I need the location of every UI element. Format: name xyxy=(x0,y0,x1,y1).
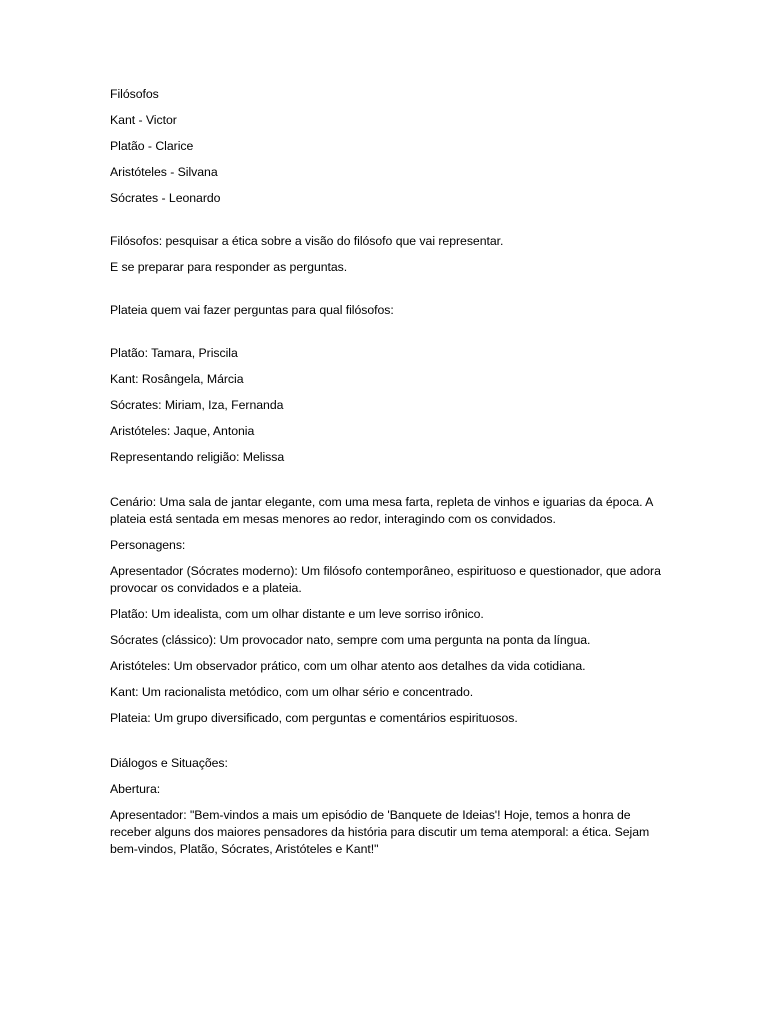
audience-line-platao: Platão: Tamara, Priscila xyxy=(110,346,238,360)
cast-line-platao: Platão - Clarice xyxy=(110,139,194,153)
character-socrates: Sócrates (clássico): Um provocador nato, sempre com uma pergunta na ponta da língua. xyxy=(110,633,591,647)
characters-heading: Personagens: xyxy=(110,538,186,552)
dialogues-heading: Diálogos e Situações: xyxy=(110,756,228,770)
character-platao: Platão: Um idealista, com um olhar distante e um leve sorriso irônico. xyxy=(110,607,484,621)
scenario-paragraph: Cenário: Uma sala de jantar elegante, com uma mesa farta, repleta de vinhos e iguarias da época. A plateia está sentada em mesas menores ao redor, interagindo com os convidados. xyxy=(110,495,653,526)
audience-line-aristoteles: Aristóteles: Jaque, Antonia xyxy=(110,424,255,438)
audience-heading: Plateia quem vai fazer perguntas para qual filósofos: xyxy=(110,303,394,317)
cast-heading: Filósofos xyxy=(110,87,159,101)
opening-heading: Abertura: xyxy=(110,782,161,796)
opening-text: Apresentador: "Bem-vindos a mais um episódio de 'Banquete de Ideias'! Hoje, temos a honra de receber alguns dos maiores pensadores da história para discutir um tema atemporal: a ética. Sejam bem-vindos, Platão, Sócrates, Aristóteles e Kant!" xyxy=(110,808,650,856)
document-page xyxy=(110,86,670,867)
character-aristoteles: Aristóteles: Um observador prático, com um olhar atento aos detalhes da vida cotidiana. xyxy=(110,659,586,673)
cast-line-aristoteles: Aristóteles - Silvana xyxy=(110,165,218,179)
cast-line-kant: Kant - Victor xyxy=(110,113,177,127)
character-apresentador: Apresentador (Sócrates moderno): Um filósofo contemporâneo, espirituoso e questionador, que adora provocar os convidados e a plateia. xyxy=(110,564,661,595)
character-kant: Kant: Um racionalista metódico, com um olhar sério e concentrado. xyxy=(110,685,474,699)
audience-line-religiao: Representando religião: Melissa xyxy=(110,450,285,464)
character-plateia: Plateia: Um grupo diversificado, com perguntas e comentários espirituosos. xyxy=(110,711,518,725)
audience-line-kant: Kant: Rosângela, Márcia xyxy=(110,372,244,386)
cast-line-socrates: Sócrates - Leonardo xyxy=(110,191,221,205)
instruction-line: E se preparar para responder as perguntas. xyxy=(110,260,348,274)
audience-line-socrates: Sócrates: Miriam, Iza, Fernanda xyxy=(110,398,284,412)
instruction-line: Filósofos: pesquisar a ética sobre a visão do filósofo que vai representar. xyxy=(110,234,504,248)
